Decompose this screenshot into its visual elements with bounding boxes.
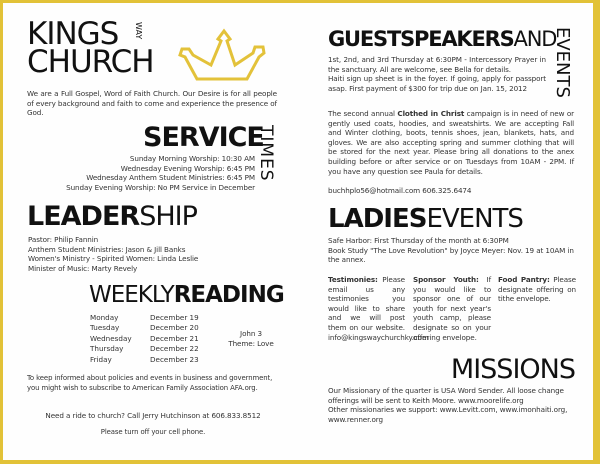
service-item: Wednesday Evening Worship: 6:45 PM xyxy=(120,163,255,173)
sponsor-youth-column xyxy=(413,275,491,342)
reading-day: Thursday xyxy=(90,344,124,354)
service-item: Sunday Evening Worship: No PM Service in December xyxy=(66,182,255,192)
leadership-list xyxy=(28,235,278,273)
sponsor-youth-text: If you would like to sponsor one of our youth for next year's youth camp, please designate so on your offering envelope. xyxy=(413,275,491,342)
reading-row xyxy=(90,312,199,323)
reading-day: Wednesday xyxy=(90,333,132,343)
weekly-reading-title xyxy=(89,283,284,307)
intro-text: We are a Full Gospel, Word of Faith Church. Our Desire is for all people of every background and faith to come and experience the presence of God. xyxy=(27,89,277,118)
ladies-events-list xyxy=(328,236,578,265)
testimonies-text: Please email us any testimonies you would like to share and we will post them on our website. info@kingswaychurchky.com xyxy=(328,275,429,342)
haiti-text: Haiti sign up sheet is in the foyer. If going, apply for passport asap. First payment of $300 for trip due on Jan. 15, 2012 xyxy=(328,74,546,93)
leader-item: Minister of Music: Marty Revely xyxy=(28,263,138,273)
ladies-title-light: EVENTS xyxy=(426,204,523,234)
prayer-text: 1st, 2nd, and 3rd Thursday at 6:30PM - Intercessory Prayer in the sanctuary. All are welcome, see Bella for details. xyxy=(328,55,546,74)
leader-item: Anthem Student Ministries: Jason & Jill Banks xyxy=(28,244,186,254)
reading-table xyxy=(90,312,199,365)
weekly-reading-title-light: WEEKLY xyxy=(89,282,174,308)
service-item: Wednesday Anthem Student Ministries: 6:45 PM xyxy=(86,173,255,183)
ladies-events-title xyxy=(328,205,523,233)
guest-title-light: AND xyxy=(513,27,557,51)
guest-title-bold1: GUEST xyxy=(328,27,401,51)
weekly-reading-title-bold: READING xyxy=(173,282,284,308)
missions-p1: Our Missionary of the quarter is USA Word Sender. All loose change offerings will be sent to Keith Moore. www.moorelife.org xyxy=(328,386,564,405)
contact-text: buchhplo56@hotmail.com 606.325.6474 xyxy=(328,186,472,195)
reading-day: Friday xyxy=(90,354,112,364)
service-item: Sunday Morning Worship: 10:30 AM xyxy=(129,154,255,163)
ride-text: Need a ride to church? Call Jerry Hutchinson at 606.833.8512 xyxy=(45,411,261,420)
food-pantry-column xyxy=(498,275,576,304)
reading-date: December 22 xyxy=(150,344,199,354)
reading-date: December 23 xyxy=(150,354,199,364)
reading-day: Monday xyxy=(90,312,119,322)
leadership-title-bold: LEADER xyxy=(27,201,140,232)
reading-date: December 21 xyxy=(150,333,199,343)
reading-passage xyxy=(221,329,281,348)
reading-row xyxy=(90,323,199,334)
service-times-list xyxy=(23,154,255,192)
leadership-title xyxy=(27,203,197,231)
reading-date: December 19 xyxy=(150,312,199,322)
logo-kings: KINGS xyxy=(27,16,119,52)
logo-church: CHURCH xyxy=(27,44,154,80)
guest-title-bold2: SPEAKERS xyxy=(400,27,514,51)
missions-p2: Other missionaries we support: www.Levitt.com, www.imonhaiti.org, www.renner.org xyxy=(328,405,568,424)
passage: John 3 xyxy=(240,329,262,338)
clothed-bold: Clothed in Christ xyxy=(397,109,465,118)
missions-text xyxy=(328,386,578,424)
leader-item: Women's Ministry - Spirited Women: Linda Leslie xyxy=(28,254,199,264)
afa-text: To keep informed about policies and events in business and government, you might wish to subscribe to American Family Association AFA.org. xyxy=(27,374,273,392)
guest-title-vertical: EVENTS xyxy=(552,27,573,98)
reading-row xyxy=(90,354,199,365)
reading-row xyxy=(90,333,199,344)
service-title: SERVICE xyxy=(143,122,264,153)
crown-icon xyxy=(175,27,275,85)
cell-phone-text: Please turn off your cell phone. xyxy=(100,428,206,436)
guest-events-text xyxy=(328,55,546,93)
sponsor-youth-label: Sponsor Youth: xyxy=(413,275,479,284)
reading-row xyxy=(90,344,199,355)
leadership-title-light: SHIP xyxy=(139,201,197,232)
logo-way: WAY xyxy=(134,22,143,40)
testimonies-column xyxy=(328,275,429,342)
service-title-vertical: TIMES xyxy=(256,125,276,182)
ladies-item: Safe Harbor: First Thursday of the month at 6:30PM xyxy=(328,236,509,245)
food-pantry-label: Food Pantry: xyxy=(498,275,550,284)
missions-title: MISSIONS xyxy=(450,354,575,385)
reading-day: Tuesday xyxy=(90,323,120,333)
leader-item: Pastor: Philip Fannin xyxy=(28,235,99,244)
guest-speakers-title xyxy=(328,27,556,51)
theme: Theme: Love xyxy=(228,338,274,348)
reading-date: December 20 xyxy=(150,323,199,333)
food-pantry-text: Please designate offering on tithe envelope. xyxy=(498,275,576,304)
clothed-in-christ-text xyxy=(328,109,574,176)
clothed-pre: The second annual xyxy=(328,109,398,118)
ladies-title-bold: LADIES xyxy=(328,204,427,234)
ladies-item: Book Study "The Love Revolution" by Joyce Meyer: Nov. 19 at 10AM in the annex. xyxy=(328,245,574,265)
clothed-post: campaign is in need of new or gently used coats, hoodies, and sweatshirts. We are accepting Fall and Winter clothing, boots, tennis shoes, jean, blankets, hats, and gloves. We are also accepting spring and summer clothing that will be stored for the next year. Please bring all donations to the anex building before or after service or on Tuesdays from 10AM - 2PM. If you have any question see Paula for details. xyxy=(328,109,575,176)
bulletin-page xyxy=(3,3,593,460)
testimonies-label: Testimonies: xyxy=(328,275,378,284)
